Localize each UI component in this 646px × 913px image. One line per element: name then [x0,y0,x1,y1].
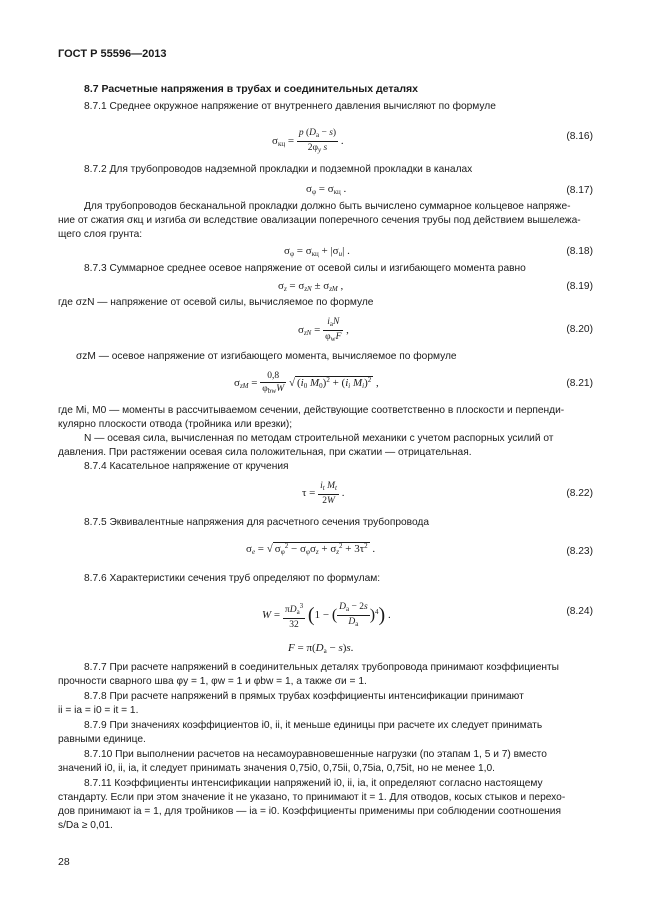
formula-8-21: $\sigma_{zM}$ = $\frac{0,8}{\varphi_{bw}W}$ √ ($i_0$ $M_0)^2 + (i_i$ $M_i)^2$ , [234,371,379,395]
equation-number-8-24: (8.24) [566,606,593,617]
paragraph-8-7-9-line1: 8.7.9 При значениях коэффициентов i0, ii, it меньше единицы при расчете их следует принимать [84,720,543,731]
equation-number-8-19: (8.19) [566,281,593,292]
where-sigma-zn: где σzN — напряжение от осевой силы, вычисляемое по формуле [58,297,374,308]
paragraph-8-7-2b-line3: щего слоя грунта: [58,229,143,240]
paragraph-8-7-1: 8.7.1 Среднее окружное напряжение от внутреннего давления вычисляют по формуле [84,101,496,112]
formula-8-16: $\sigma_{кц}$ = $\frac{p (D_a - s)}{2\varphi_y s}$ . [272,128,344,154]
document-header: ГОСТ Р 55596—2013 [58,48,167,60]
formula-8-22: τ = $\frac{i_t M_t}{2W}$ . [302,481,345,506]
formula-8-23: $\sigma_e$ = √ $\sigma_\varphi^2 - \sigma_\varphi\sigma_z + \sigma_z^2 + 3\tau^2$ . [246,542,376,556]
paragraph-8-7-7-line2: прочности сварного шва φy = 1, φw = 1 и φbw = 1, а также σи = 1. [58,676,367,687]
paragraph-8-7-11-line3: дов принимают ia = 1, для тройников — ia = i0. Коэффициенты применимы при соблюдении соотношения [58,806,561,817]
paragraph-8-7-11-line1: 8.7.11 Коэффициенты интенсификации напряжений i0, ii, ia, it определяют согласно настоящему [84,778,543,789]
paragraph-8-7-8-line2: ii = ia = i0 = it = 1. [58,705,139,716]
paragraph-8-7-5: 8.7.5 Эквивалентные напряжения для расчетного сечения трубопровода [84,517,430,528]
paragraph-8-7-2b-line2: ние от сжатия σкц и изгиба σи вследствие овализации поперечного сечения трубы под действием вышележа- [58,215,581,226]
paragraph-8-7-11-line4: s/Da ≥ 0,01. [58,820,113,831]
equation-number-8-17: (8.17) [566,185,593,196]
equation-number-8-23: (8.23) [566,546,593,557]
equation-number-8-20: (8.20) [566,324,593,335]
where-moments-line2: кулярно плоскости отвода (тройника или врезки); [58,419,293,430]
formula-8-20: $\sigma_{zN}$ = $\frac{i_aN}{\varphi_wF}$ , [298,317,349,343]
paragraph-8-7-8-line1: 8.7.8 При расчете напряжений в прямых трубах коэффициенты интенсификации принимают [84,691,524,702]
equation-number-8-18: (8.18) [566,246,593,257]
equation-number-8-22: (8.22) [566,488,593,499]
formula-area: $F = \pi(D_a - s)s$. [288,642,354,655]
paragraph-8-7-3: 8.7.3 Суммарное среднее осевое напряжение от осевой силы и изгибающего момента равно [84,263,526,274]
paragraph-8-7-2b-line1: Для трубопроводов бесканальной прокладки должно быть вычислено суммарное кольцевое напряже- [84,201,571,212]
formula-8-17: $\sigma_\varphi = \sigma_{кц}$ . [306,183,347,196]
paragraph-8-7-7-line1: 8.7.7 При расчете напряжений в соединительных деталях трубопровода принимают коэффициенты [84,662,559,673]
paragraph-8-7-2: 8.7.2 Для трубопроводов надземной прокладки и подземной прокладки в каналах [84,164,473,175]
equation-number-8-21: (8.21) [566,378,593,389]
paragraph-8-7-11-line2: стандарту. Если при этом значение it не указано, то принимают it = 1. Для отводов, косых стыков и перехо- [58,792,566,803]
section-title: 8.7 Расчетные напряжения в трубах и соединительных деталях [84,83,418,95]
formula-8-18: $\sigma_\varphi = \sigma_{кц} + |\sigma_и|$ . [284,245,350,258]
where-n-line2: давления. При растяжении осевая сила положительная, при сжатии — отрицательная. [58,447,472,458]
where-moments-line1: где Mi, M0 — моменты в рассчитываемом сечении, действующие соответственно в плоскости и перпенди- [58,405,565,416]
where-sigma-zm: σzM — осевое напряжение от изгибающего момента, вычисляемое по формуле [76,351,457,362]
formula-8-24: W = $\frac{\pi D_a^3}{32}$ (1 − ( $\frac{D_a - 2s}{D_a}$ )$^4$) . [262,602,391,630]
where-n-line1: N — осевая сила, вычисленная по методам строительной механики с учетом распорных усилий от [84,433,554,444]
paragraph-8-7-10-line1: 8.7.10 При выполнении расчетов на несамоуравновешенные нагрузки (по этапам 1, 5 и 7) вместо [84,749,547,760]
paragraph-8-7-6: 8.7.6 Характеристики сечения труб определяют по формулам: [84,573,381,584]
paragraph-8-7-4: 8.7.4 Касательное напряжение от кручения [84,461,289,472]
equation-number-8-16: (8.16) [566,131,593,142]
paragraph-8-7-10-line2: значений i0, ii, ia, it следует принимать значения 0,75i0, 0,75ii, 0,75ia, 0,75it, но не менее 1,0. [58,763,496,774]
formula-8-19: $\sigma_z = \sigma_{zN} \pm \sigma_{zM}$ , [278,280,344,293]
paragraph-8-7-9-line2: равными единице. [58,734,146,745]
page-number: 28 [58,856,70,868]
